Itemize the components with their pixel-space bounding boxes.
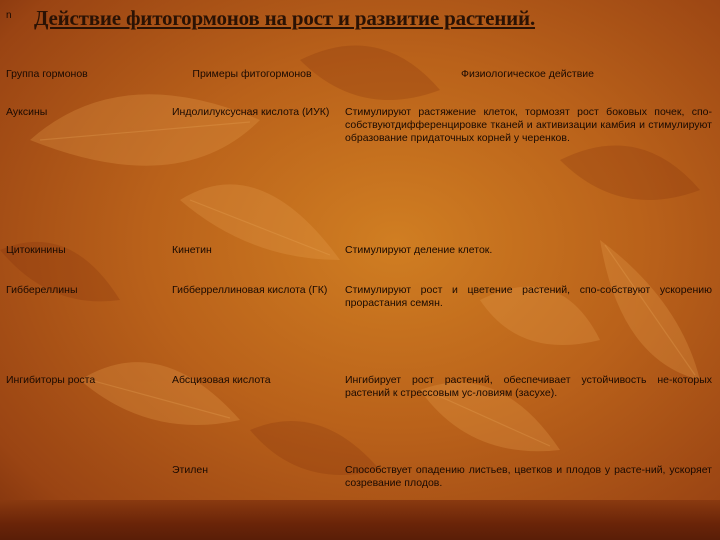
row-cytokinins-example: Кинетин bbox=[172, 244, 212, 256]
row-cytokinins-group: Цитокинины bbox=[6, 244, 66, 256]
header-effect: Физиологическое действие bbox=[461, 68, 594, 80]
header-group: Группа гормонов bbox=[6, 68, 88, 80]
leaf-vein bbox=[605, 245, 695, 375]
slide-title: Действие фитогормонов на рост и развитие растений. bbox=[34, 6, 536, 30]
leaf-shape bbox=[560, 145, 700, 200]
row-cytokinins-effect: Стимулируют деление клеток. bbox=[345, 244, 493, 256]
row-inhibitors-example: Абсцизовая кислота bbox=[172, 374, 271, 386]
row-inhibitors-effect: Ингибирует рост растений, обеспечивает устойчивость не-которых растений к стрессовым ус-ловиям (засухе). bbox=[345, 374, 712, 399]
row-auxins-effect: Стимулируют растяжение клеток, тормозят рост боковых почек, спо-собствуютдифференцировке тканей и активизации камбия и стимулируют образование придаточных корней у черенков. bbox=[345, 106, 712, 144]
title-bullet: n bbox=[6, 10, 12, 21]
row-auxins-group: Ауксины bbox=[6, 106, 48, 118]
row-ethylene-effect: Способствует опадению листьев, цветков и плодов у расте-ний, ускоряет созревание плодов. bbox=[345, 464, 712, 489]
row-gibberellins-group: Гиббереллины bbox=[6, 284, 78, 296]
row-ethylene-example: Этилен bbox=[172, 464, 208, 476]
leaf-shape bbox=[80, 362, 240, 425]
row-inhibitors-group: Ингибиторы роста bbox=[6, 374, 96, 386]
footer-bar bbox=[0, 500, 720, 540]
row-gibberellins-example: Гибберреллиновая кислота (ГК) bbox=[172, 284, 328, 296]
header-examples: Примеры фитогормонов bbox=[192, 68, 312, 80]
row-auxins-example: Индолилуксусная кислота (ИУК) bbox=[172, 106, 330, 118]
row-gibberellins-effect: Стимулируют рост и цветение растений, спо-собствуют ускорению прорастания семян. bbox=[345, 284, 712, 309]
leaf-shape bbox=[30, 94, 260, 165]
